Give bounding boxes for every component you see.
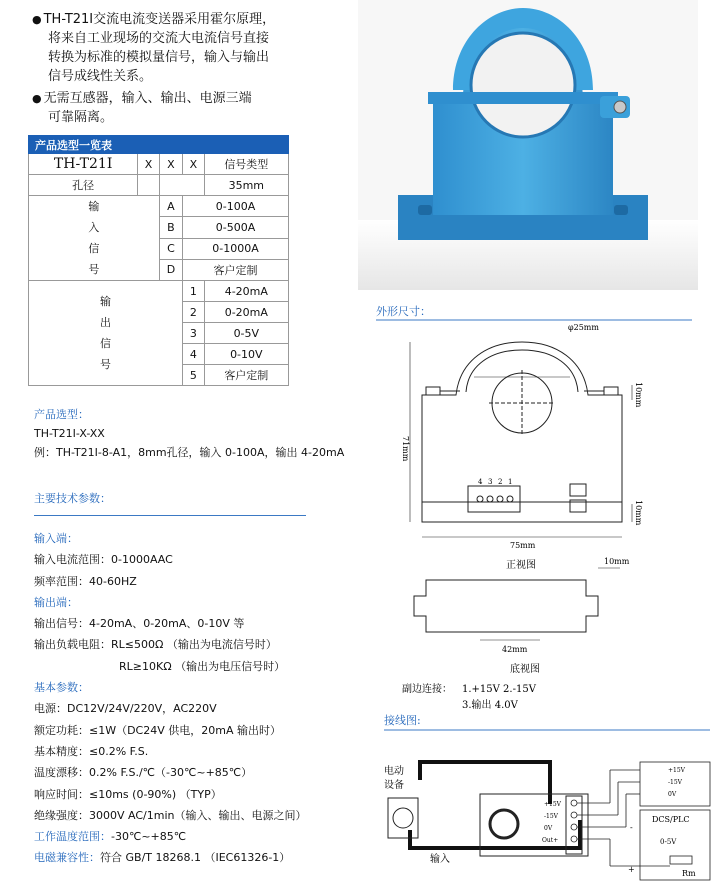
dim-10-top: 10mm [634,382,643,408]
dim-10-bottom: 10mm [634,500,643,526]
svg-text:+15V: +15V [668,767,685,774]
dim-diameter: φ25mm [568,323,599,332]
table-row: 5 [183,365,205,386]
sensor-photo [358,0,698,290]
svg-text:0-5V: 0-5V [660,838,677,846]
bullet-icon: ● [32,92,42,105]
dim-width: 75mm [510,541,536,550]
svg-text:设备: 设备 [384,780,404,791]
svg-text:+15V: +15V [544,801,561,808]
dim-42: 42mm [502,645,528,654]
svg-text:0V: 0V [544,825,553,832]
selection-title: 产品选型： [34,408,89,421]
connect-line-2: 3.输出 4.0V [462,700,518,711]
selection-table: 产品选型一览表 TH-T21I X X X 信号类型 孔径 35mm 输 入 信 号 A 0-100A B 0-500A C 0-1000A D 客户定制 输 出 信 号 1 4-20mA 2 0-20mA 3 0-5V 4 0-10V 5 客户定制 [28,135,289,386]
bullet-icon: ● [32,13,42,26]
intro-bullet-1: ● TH-T21I交流电流变送器采用霍尔原理， 将来自工业现场的交流大电流信号直接 转换为标准的模拟量信号，输入与输出 信号成线性关系。 [32,12,276,84]
wiring-title: 接线图: [384,714,421,727]
front-view-label: 正视图 [506,560,536,571]
selection-example: 例：TH-T21I-8-A1，8mm孔径，输入 0-100A，输出 4-20mA [34,446,345,459]
svg-text:Rm: Rm [682,869,696,878]
svg-text:Out+: Out+ [542,837,559,844]
basic-title: 基本参数： [34,681,89,695]
technical-drawing [370,300,726,887]
x-cell: X [183,154,205,175]
x-cell: X [159,154,182,175]
selection-format: TH-T21I-X-XX [34,427,105,440]
input-title: 输入端： [34,532,78,545]
input-label: 输 入 信 号 [29,196,160,281]
dim-10-bottom-view: 10mm [604,557,630,566]
selection-section [34,405,344,462]
connect-label: 副边连接： [402,684,452,695]
table-row: 4 [183,344,205,365]
svg-text:+: + [628,865,635,874]
table-row: D [159,259,182,280]
bottom-view-label: 底视图 [510,664,540,675]
divider [34,515,306,516]
model-cell: TH-T21I [29,154,138,175]
svg-text:3: 3 [488,478,493,486]
intro-bullet-2: ● 无需互感器，输入、输出、电源三端 可靠隔离。 [32,91,252,125]
table-row: 3 [183,323,205,344]
bottom-view-drawing [414,568,620,640]
dim-height: 71mm [401,436,410,462]
spec-list: 输入端： 输入电流范围：0-1000AAC 频率范围：40-60HZ 输出端： 输出信号：4-20mA、0-20mA、0-10V 等 输出负载电阻：RL≤500Ω （输出为电流信号时） RL≥10KΩ （输出为电压信号时） 基本参数： 电源：DC12V/24V/220V，AC220V 额定功耗：≤1W（DC24V 供电，20mA 输出时） 基本精度：≤0.2% F.S. 温度漂移：0.2% F.S./℃（-30℃~+85℃） 响应时间：≤10ms (0-90%) （TYP） 绝缘强度：3000V AC/1min（输入、输出、电源之间） 工作温度范围：-30℃~+85℃ 电磁兼容性：符合 GB/T 18268.1 （IEC61326-1） [34,528,306,869]
connect-line-1: 1.+15V 2.-15V [462,684,536,695]
bore-label: 孔径 [29,175,138,196]
signal-type-header: 信号类型 [204,154,288,175]
svg-text:1: 1 [508,478,513,486]
front-view-drawing [410,342,632,537]
svg-text:输入: 输入 [430,854,450,865]
outline-title: 外形尺寸： [376,305,431,318]
svg-text:4: 4 [478,478,483,486]
table-row: C [159,238,182,259]
table-row: A [159,196,182,217]
svg-text:-15V: -15V [668,779,682,786]
table-row: B [159,217,182,238]
wiring-diagram [384,762,710,880]
output-title: 输出端： [34,595,78,609]
dcs-plc-label: DCS/PLC [652,815,690,824]
output-label: 输 出 信 号 [29,281,183,386]
svg-text:-: - [630,823,633,832]
x-cell: X [138,154,160,175]
table-row: 1 [183,281,205,302]
svg-text:-15V: -15V [544,813,558,820]
svg-text:2: 2 [498,478,503,486]
intro-text [32,10,302,130]
svg-text:电动: 电动 [384,766,404,777]
table-row: 2 [183,302,205,323]
bore-value: 35mm [204,175,288,196]
table-title: 产品选型一览表 [29,136,289,154]
spec-title: 主要技术参数： [34,492,111,505]
svg-text:0V: 0V [668,791,677,798]
